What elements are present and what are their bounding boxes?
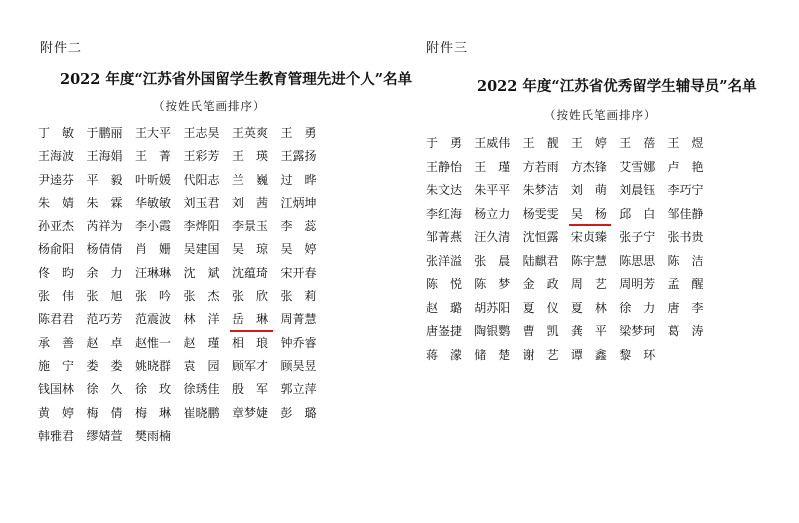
attachment-three-document [404,0,799,523]
list-item: 张 杰 [183,289,220,304]
list-item: 丁 敏 [38,126,75,140]
list-item: 陈君君 [38,312,75,327]
list-item: 杨雯雯 [522,206,559,221]
list-item: 唐崟捷 [426,324,463,338]
list-item: 彭 璐 [280,405,317,420]
list-item: 梅 倩 [86,405,123,420]
list-item: 王志昊 [183,126,220,140]
list-item: 葛 涛 [667,324,704,338]
list-item: 徐 力 [619,300,656,315]
list-item: 徐 玫 [135,382,172,397]
list-item: 代阳志 [183,172,220,187]
list-item: 陈 洁 [667,253,704,268]
list-item: 韩雅君 [38,428,75,443]
list-item: 杨立力 [474,206,511,221]
list-item: 王静怡 [426,159,463,174]
list-item: 徐 久 [86,382,123,397]
list-item: 刘玉君 [183,195,220,210]
list-item: 邹佳静 [667,206,704,221]
list-item: 王海波 [38,149,75,164]
list-item: 平 毅 [86,172,123,187]
list-item: 钟乔睿 [280,335,317,350]
list-item: 樊雨楠 [135,428,172,443]
list-item: 尹逵芬 [38,172,75,187]
list-item: 方若雨 [522,159,559,174]
list-item: 江炳坤 [280,195,317,210]
list-item: 李巧宁 [667,183,704,197]
list-item: 朱文达 [426,183,463,197]
list-item: 陶银鹦 [474,324,511,338]
list-item: 胡苏阳 [474,300,511,315]
list-item: 于鹏丽 [86,126,123,140]
highlighted-name: 岳 琳 [232,308,281,331]
list-item: 蒋 濛 [426,347,463,362]
attachment-label: 附件二 [40,41,83,56]
sort-note: （按姓氏笔画排序） [153,99,266,113]
list-item: 赵惟一 [135,335,172,350]
list-item: 顾军才 [232,358,269,373]
list-item: 缪婧萱 [86,428,123,443]
list-item: 周菁慧 [280,312,317,327]
list-item: 施 宁 [38,358,75,373]
list-item: 王 瑛 [232,149,269,164]
list-item: 王威伟 [474,136,511,150]
list-item: 过 晔 [280,172,317,187]
list-item: 谢 艺 [522,347,559,362]
list-item: 李红海 [426,206,463,221]
list-item: 夏 林 [570,300,607,315]
list-item: 王彩芳 [183,149,220,164]
list-item: 孙亚杰 [38,219,75,234]
list-item: 李烨阳 [183,219,220,234]
name-list [38,122,329,448]
list-item: 张 欣 [232,289,269,304]
list-item: 李小霞 [135,219,172,234]
list-item: 于 勇 [426,136,463,150]
list-item: 肖 姗 [135,242,172,257]
sort-note: （按姓氏笔画排序） [544,108,657,122]
list-item: 佟 昀 [38,265,75,280]
list-item: 梁梦珂 [619,324,656,338]
list-item: 王 煜 [667,136,704,150]
list-item: 孟 醒 [667,277,704,291]
list-item: 林 洋 [183,312,220,327]
list-item: 汪琳琳 [135,265,172,280]
list-item: 艾雪娜 [619,159,656,174]
list-item: 梅 琳 [135,405,172,420]
list-item: 刘 萌 [570,183,607,197]
list-item: 王 婷 [570,136,607,150]
list-item: 宋贞臻 [570,230,607,244]
list-item: 范震波 [135,312,172,327]
list-item: 郭立萍 [280,382,317,397]
list-item: 曹 凯 [522,324,559,338]
list-item: 王 靓 [522,136,559,150]
list-item: 张 晨 [474,253,511,268]
list-item: 刘 茜 [232,195,269,210]
document-title: 2022 年度“江苏省外国留学生教育管理先进个人”名单 [60,71,413,88]
list-item: 兰 巍 [232,172,269,187]
list-item: 金 政 [522,277,559,291]
list-item: 李 蕊 [280,219,317,234]
list-item: 张 莉 [280,289,317,304]
list-item: 徐琇佳 [183,382,220,397]
list-item: 承 善 [38,335,75,350]
list-item: 陈思思 [619,253,656,268]
list-item: 张 伟 [38,289,75,304]
list-item: 方杰锋 [570,159,607,174]
name-list [426,132,716,367]
list-item: 邱 白 [619,206,656,221]
list-item: 卢 艳 [667,159,704,174]
list-item: 姚晓群 [135,358,172,373]
list-item: 杨倩倩 [86,242,123,257]
list-item: 李景玉 [232,219,269,234]
list-item: 刘晨钰 [619,183,656,197]
list-item: 叶昕媛 [135,172,172,187]
list-item: 余 力 [86,265,123,280]
list-item: 邹菁燕 [426,230,463,244]
highlighted-name: 吴 杨 [571,203,619,227]
list-item: 朱梦洁 [522,183,559,197]
list-item: 储 楚 [474,347,511,362]
list-item: 朱 霖 [86,195,123,210]
list-item: 张书贵 [667,230,704,244]
list-item: 沈恒露 [522,230,559,244]
list-item: 顾昊昱 [280,358,317,373]
list-item: 相 琅 [232,335,269,350]
list-item: 章梦婕 [232,405,269,420]
list-item: 袁 园 [183,358,220,373]
list-item: 陆麒君 [522,253,559,268]
list-item: 张子宁 [619,230,656,244]
list-item: 朱 婧 [38,195,75,210]
list-item: 吴建国 [183,242,220,257]
list-item: 谭 鑫 [570,347,607,362]
list-item: 沈蕴琦 [232,265,269,280]
list-item: 陈宇慧 [570,253,607,268]
list-item: 朱平平 [474,183,511,197]
list-item: 张 吟 [135,289,172,304]
list-item: 吴 琼 [232,242,269,257]
list-item: 龚 平 [570,324,607,338]
list-item: 赵 卓 [86,335,123,350]
list-item: 崔晓鹏 [183,405,220,420]
list-item: 汪久清 [474,230,511,244]
list-item: 陈 梦 [474,277,511,291]
list-item: 王露扬 [280,149,317,164]
list-item: 张洋溢 [426,253,463,268]
list-item: 王海娟 [86,149,123,164]
list-item: 吴 婷 [280,242,317,257]
list-item: 黄 婷 [38,405,75,420]
list-item: 范巧芳 [86,312,123,327]
list-item: 王大平 [135,126,172,140]
list-item: 王 勇 [280,126,317,140]
list-item: 张 旭 [86,289,123,304]
list-item: 周明芳 [619,277,656,291]
list-item: 娄 娄 [86,358,123,373]
list-item: 王 蓓 [619,136,656,150]
list-item: 宋开春 [280,265,317,280]
list-item: 王英爽 [232,126,269,140]
list-item: 王 瑾 [474,159,511,174]
attachment-label: 附件三 [426,41,469,56]
list-item: 陈 悦 [426,277,463,291]
list-item: 芮祥为 [86,219,123,234]
list-item: 唐 李 [667,300,704,315]
list-item: 黎 环 [619,347,656,362]
document-title: 2022 年度“江苏省优秀留学生辅导员”名单 [477,78,757,95]
list-item: 殷 军 [232,382,269,397]
list-item: 夏 仪 [522,300,559,315]
list-item: 周 艺 [570,277,607,291]
list-item: 沈 斌 [183,265,220,280]
list-item: 华敏敏 [135,195,172,210]
list-item: 赵 璐 [426,300,463,315]
list-item: 赵 瑾 [183,335,220,350]
list-item: 杨俞阳 [38,242,75,257]
list-item: 钱国林 [38,382,75,397]
list-item: 王 菁 [135,149,172,164]
